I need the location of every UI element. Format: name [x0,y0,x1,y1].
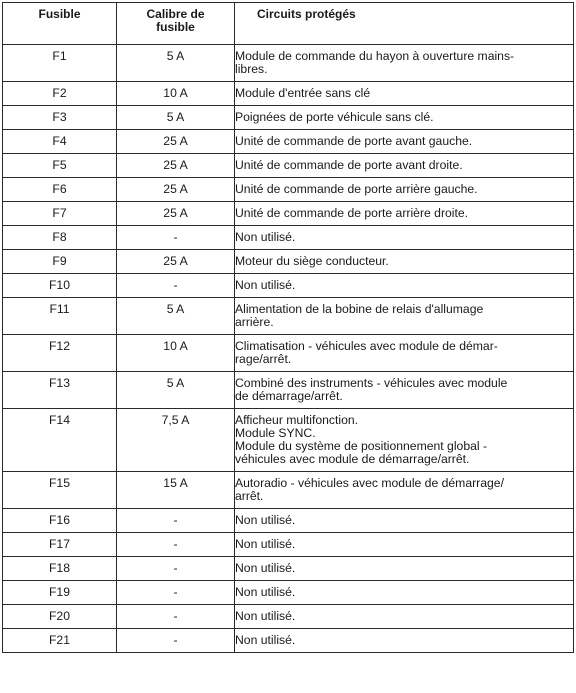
circuit-cell: Moteur du siège conducteur. [235,250,574,274]
rating-cell: 25 A [117,130,235,154]
table-row [3,250,574,274]
fuse-cell: F1 [3,45,117,82]
table-row [3,202,574,226]
table-row [3,557,574,581]
fuse-cell: F10 [3,274,117,298]
circuit-cell: Combiné des instruments - véhicules avec module de démarrage/arrêt. [235,372,574,409]
circuit-cell: Non utilisé. [235,581,574,605]
table-row [3,130,574,154]
rating-cell: 25 A [117,250,235,274]
table-row [3,372,574,409]
fuse-cell: F12 [3,335,117,372]
fuse-cell: F8 [3,226,117,250]
rating-cell: - [117,557,235,581]
fuse-cell: F17 [3,533,117,557]
rating-cell: 5 A [117,45,235,82]
circuit-cell: Non utilisé. [235,509,574,533]
rating-cell: 25 A [117,154,235,178]
rating-cell: 10 A [117,335,235,372]
table-row [3,106,574,130]
fuse-cell: F18 [3,557,117,581]
fuse-cell: F20 [3,605,117,629]
header-circuits: Circuits protégés [235,3,574,45]
fuse-cell: F19 [3,581,117,605]
fuse-cell: F6 [3,178,117,202]
header-fuse: Fusible [3,3,117,45]
fuse-cell: F7 [3,202,117,226]
table-row [3,274,574,298]
fuse-table [2,2,574,653]
rating-cell: - [117,226,235,250]
fuse-cell: F21 [3,629,117,653]
rating-cell: 25 A [117,202,235,226]
table-row [3,298,574,335]
fuse-cell: F11 [3,298,117,335]
circuit-cell: Unité de commande de porte avant gauche. [235,130,574,154]
rating-cell: 5 A [117,298,235,335]
circuit-cell: Non utilisé. [235,533,574,557]
circuit-cell: Unité de commande de porte arrière gauche. [235,178,574,202]
circuit-cell: Alimentation de la bobine de relais d'allumage arrière. [235,298,574,335]
rating-cell: 5 A [117,372,235,409]
circuit-cell: Climatisation - véhicules avec module de démar- rage/arrêt. [235,335,574,372]
table-row [3,472,574,509]
rating-cell: - [117,629,235,653]
table-row [3,335,574,372]
rating-cell: - [117,274,235,298]
circuit-cell: Module de commande du hayon à ouverture mains- libres. [235,45,574,82]
circuit-cell: Unité de commande de porte arrière droite. [235,202,574,226]
table-row [3,82,574,106]
table-row [3,178,574,202]
fuse-cell: F14 [3,409,117,472]
rating-cell: 15 A [117,472,235,509]
fuse-cell: F5 [3,154,117,178]
table-row [3,409,574,472]
table-row [3,533,574,557]
fuse-cell: F4 [3,130,117,154]
rating-cell: 10 A [117,82,235,106]
circuit-cell: Non utilisé. [235,557,574,581]
rating-cell: - [117,533,235,557]
rating-cell: 5 A [117,106,235,130]
circuit-cell: Poignées de porte véhicule sans clé. [235,106,574,130]
rating-cell: 25 A [117,178,235,202]
fuse-cell: F9 [3,250,117,274]
rating-cell: 7,5 A [117,409,235,472]
header-rating: Calibre de fusible [117,3,235,45]
table-body [3,45,574,653]
table-row [3,45,574,82]
table-row [3,226,574,250]
circuit-cell: Non utilisé. [235,226,574,250]
table-row [3,581,574,605]
circuit-cell: Non utilisé. [235,629,574,653]
fuse-cell: F3 [3,106,117,130]
circuit-cell: Module d'entrée sans clé [235,82,574,106]
fuse-cell: F16 [3,509,117,533]
circuit-cell: Autoradio - véhicules avec module de démarrage/ arrêt. [235,472,574,509]
rating-cell: - [117,605,235,629]
circuit-cell: Non utilisé. [235,605,574,629]
table-header-row [3,3,574,45]
rating-cell: - [117,509,235,533]
table-row [3,629,574,653]
rating-cell: - [117,581,235,605]
fuse-cell: F13 [3,372,117,409]
table-row [3,509,574,533]
fuse-cell: F2 [3,82,117,106]
circuit-cell: Afficheur multifonction. Module SYNC. Module du système de positionnement global - véhicules avec module de démarrage/arrêt. [235,409,574,472]
table-row [3,154,574,178]
circuit-cell: Unité de commande de porte avant droite. [235,154,574,178]
circuit-cell: Non utilisé. [235,274,574,298]
fuse-cell: F15 [3,472,117,509]
table-row [3,605,574,629]
